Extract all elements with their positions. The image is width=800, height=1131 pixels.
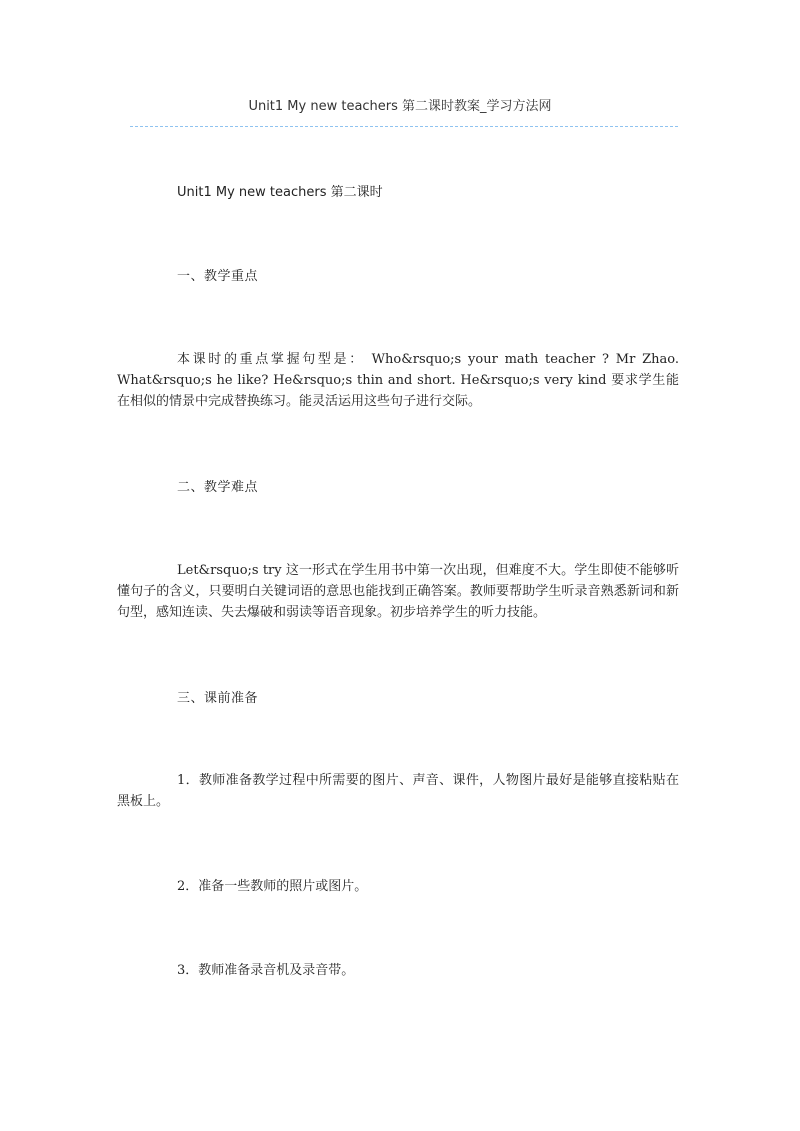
preparation-item-3: 3．教师准备录音机及录音带。 [177,963,355,978]
difficulties-paragraph: Let&rsquo;s try 这一形式在学生用书中第一次出现，但难度不大。学生即使不能够听懂句子的含义，只要明白关键词语的意思也能找到正确答案。教师要帮助学生听录音熟悉新词和新句型，感知连读、失去爆破和弱读等语音现象。初步培养学生的听力技能。 [117,563,679,620]
key-points-paragraph: 本课时的重点掌握句型是： Who&rsquo;s your math teacher ? Mr Zhao. What&rsquo;s he like? He&rsquo;s thin and short. He&rsquo;s very kind 要求学生能在相似的情景中完成替换练习。能灵活运用这些句子进行交际。 [117,352,679,409]
page-header-title: Unit1 My new teachers 第二课时教案_学习方法网 [248,99,552,114]
preparation-item-2: 2．准备一些教师的照片或图片。 [177,879,368,894]
section-heading-key-points: 一、教学重点 [177,269,259,284]
document-subtitle: Unit1 My new teachers 第二课时 [177,185,383,200]
section-heading-preparation: 三、课前准备 [177,691,259,706]
preparation-item-1: 1．教师准备教学过程中所需要的图片、声音、课件，人物图片最好是能够直接粘贴在黑板上。 [117,773,679,809]
section-heading-difficulties: 二、教学难点 [177,480,259,495]
header-divider [130,126,678,127]
